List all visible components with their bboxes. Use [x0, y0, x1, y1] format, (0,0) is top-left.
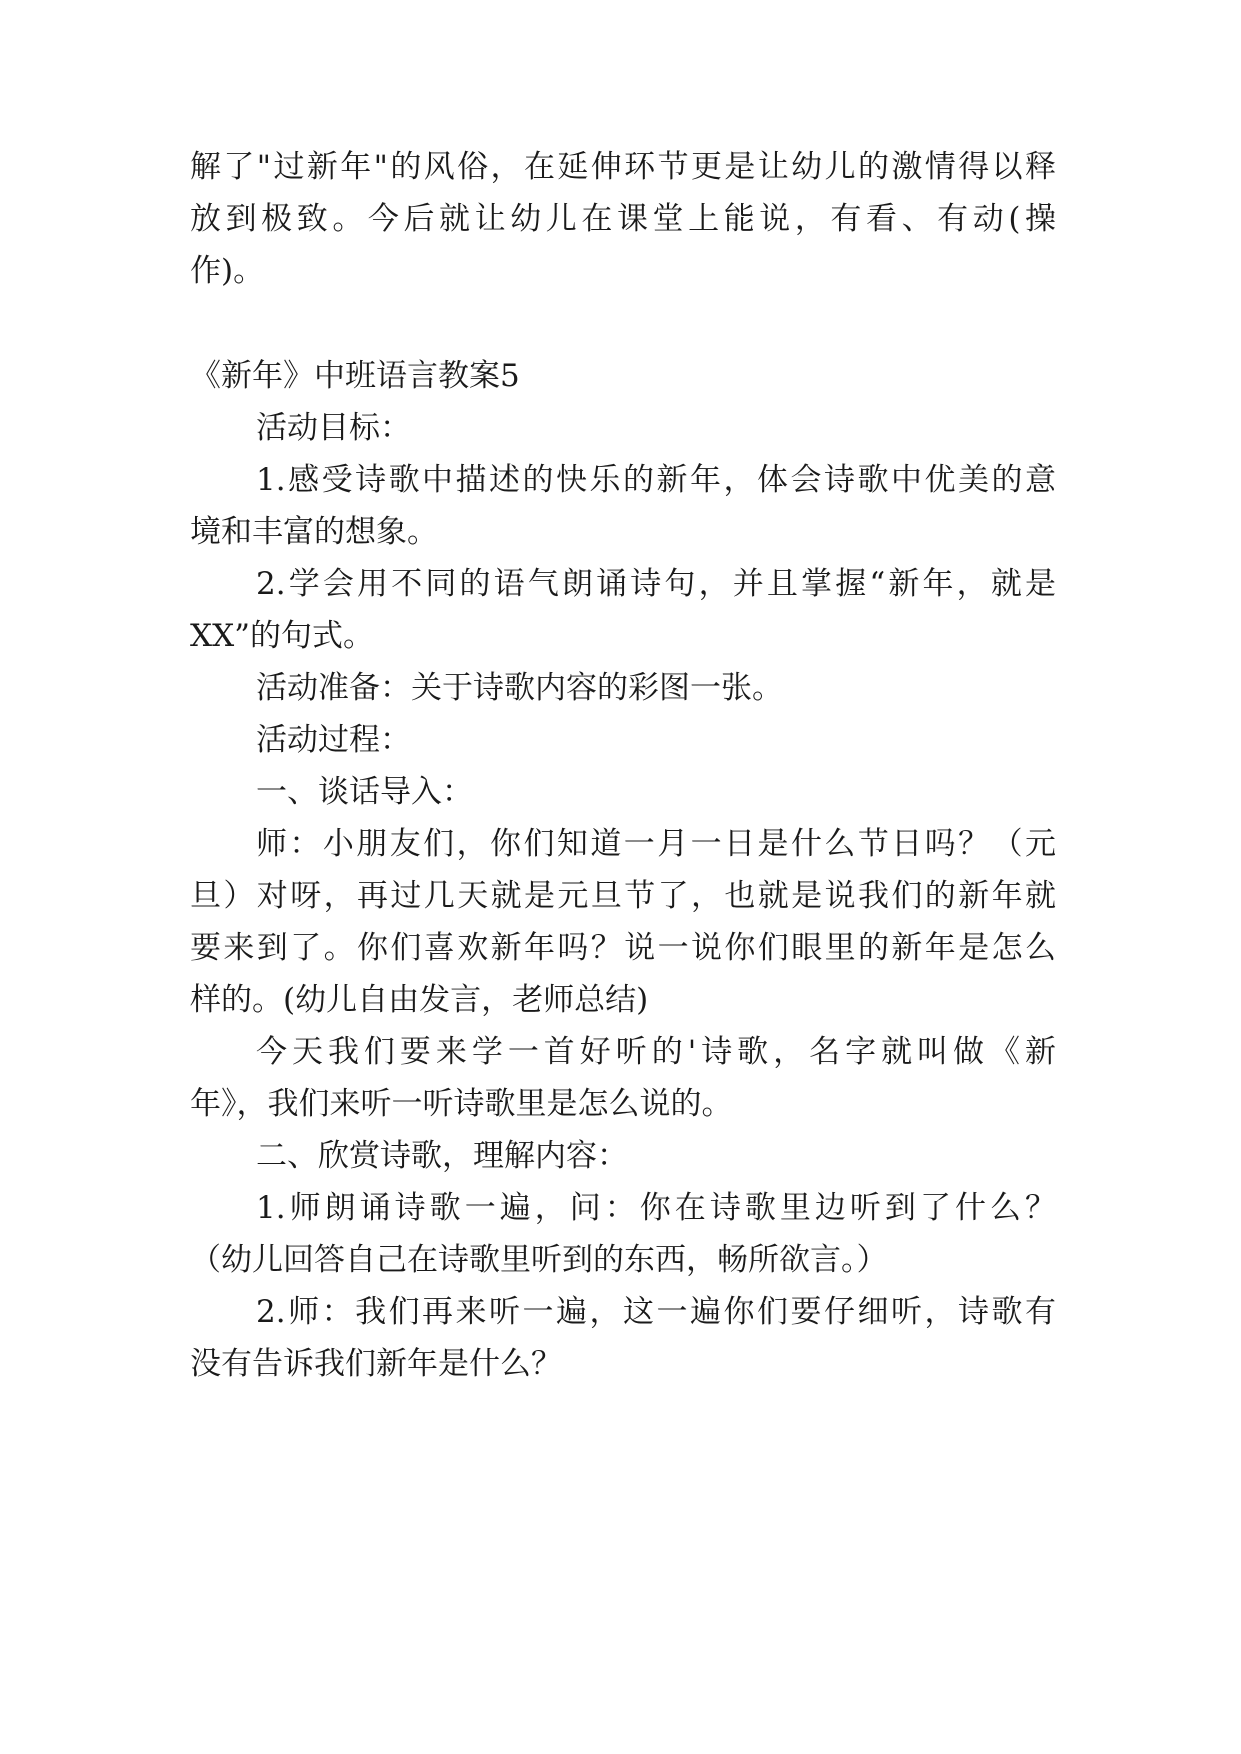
prep-line: 活动准备：关于诗歌内容的彩图一张。: [256, 670, 783, 706]
step-1-line-3: 要来到了。你们喜欢新年吗？说一说你们眼里的新年是怎么: [190, 930, 1056, 966]
intro-line-3: 作)。: [190, 253, 265, 289]
goal-1-line-2: 境和丰富的想象。: [190, 514, 438, 550]
step-1b-line-2: 年》，我们来听一听诗歌里是怎么说的。: [190, 1086, 733, 1122]
step-2-item-2-line-1: 2.师：我们再来听一遍，这一遍你们要仔细听，诗歌有: [256, 1294, 1056, 1330]
goal-heading: 活动目标：: [256, 410, 411, 446]
step-1-line-1: 师：小朋友们，你们知道一月一日是什么节日吗？（元: [256, 826, 1056, 862]
section-title: 《新年》中班语言教案5: [190, 358, 520, 394]
intro-line-2: 放到极致。今后就让幼儿在课堂上能说，有看、有动(操: [190, 201, 1056, 237]
goal-2-line-2: XX”的句式。: [190, 618, 374, 654]
step-1-heading: 一、谈话导入：: [256, 774, 473, 810]
step-1b-line-1: 今天我们要来学一首好听的'诗歌，名字就叫做《新: [256, 1034, 1056, 1070]
intro-line-1: 解了"过新年"的风俗，在延伸环节更是让幼儿的激情得以释: [190, 149, 1056, 185]
step-2-item-2-line-2: 没有告诉我们新年是什么？: [190, 1346, 562, 1382]
process-heading: 活动过程：: [256, 722, 411, 758]
step-2-item-1-line-2: （幼儿回答自己在诗歌里听到的东西，畅所欲言。）: [190, 1242, 888, 1278]
goal-2-line-1: 2.学会用不同的语气朗诵诗句，并且掌握“新年，就是: [256, 566, 1056, 602]
step-2-heading: 二、欣赏诗歌，理解内容：: [256, 1138, 628, 1174]
goal-1-line-1: 1.感受诗歌中描述的快乐的新年，体会诗歌中优美的意: [256, 462, 1056, 498]
step-1-line-4: 样的。(幼儿自由发言，老师总结): [190, 982, 649, 1018]
step-1-line-2: 旦）对呀，再过几天就是元旦节了，也就是说我们的新年就: [190, 878, 1056, 914]
step-2-item-1-line-1: 1.师朗诵诗歌一遍，问：你在诗歌里边听到了什么？: [256, 1190, 1056, 1226]
